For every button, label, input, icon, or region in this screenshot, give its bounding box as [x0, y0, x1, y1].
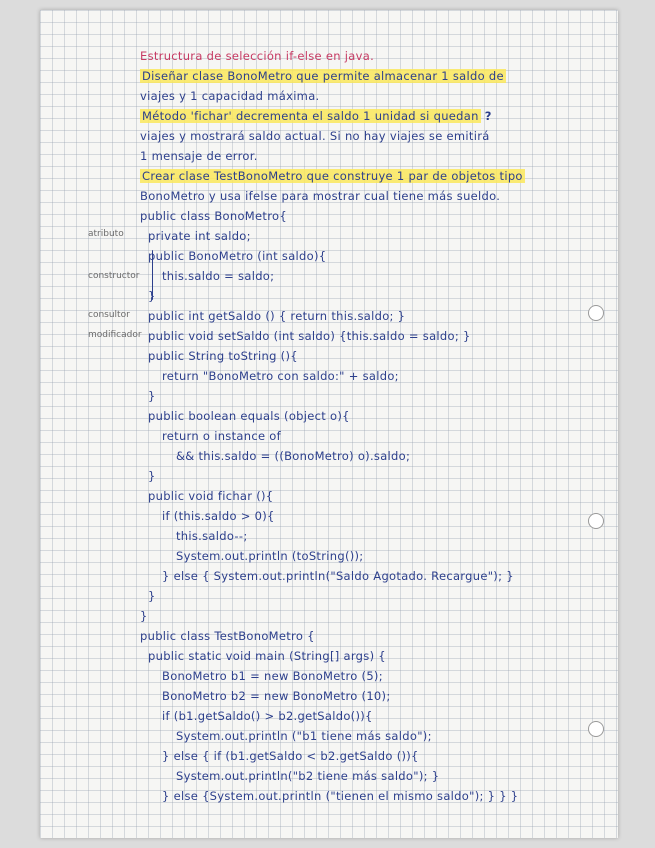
paragraph-line: BonoMetro y usa ifelse para mostrar cual tiene más sueldo.: [140, 189, 501, 203]
code-line: public BonoMetro (int saldo){: [148, 249, 327, 263]
paragraph-line: viajes y mostrará saldo actual. Si no hay viajes se emitirá: [140, 129, 490, 143]
code-line: }: [148, 289, 156, 303]
code-line: } else { System.out.println("Saldo Agotado. Recargue"); }: [162, 569, 514, 583]
code-line: return o instance of: [162, 429, 281, 443]
code-line: BonoMetro b1 = new BonoMetro (5);: [162, 669, 383, 683]
code-line: } else {System.out.println ("tienen el mismo saldo"); } } }: [162, 789, 519, 803]
code-line: public static void main (String[] args) {: [148, 649, 386, 663]
page-title: Estructura de selección if-else en java.: [140, 49, 375, 63]
notebook-page: [40, 10, 618, 838]
code-line: BonoMetro b2 = new BonoMetro (10);: [162, 689, 391, 703]
code-line: public class BonoMetro{: [140, 209, 287, 223]
margin-label-atributo: atributo: [88, 229, 124, 239]
question-mark-icon: ?: [484, 109, 492, 123]
margin-label-constructor: constructor: [88, 271, 140, 281]
code-line: }: [148, 469, 156, 483]
code-line: public String toString (){: [148, 349, 298, 363]
code-line: this.saldo = saldo;: [162, 269, 275, 283]
code-line: System.out.println (toString());: [176, 549, 364, 563]
code-line: this.saldo--;: [176, 529, 248, 543]
code-line: if (b1.getSaldo() > b2.getSaldo()){: [162, 709, 373, 723]
code-line: public boolean equals (object o){: [148, 409, 350, 423]
code-line: public void fichar (){: [148, 489, 274, 503]
code-line: }: [148, 389, 156, 403]
paragraph-line: Crear clase TestBonoMetro que construye 1 par de objetos tipo: [142, 169, 523, 183]
code-line: }: [140, 609, 148, 623]
code-line: if (this.saldo > 0){: [162, 509, 275, 523]
paragraph-line: viajes y 1 capacidad máxima.: [140, 89, 320, 103]
code-line: System.out.println("b2 tiene más saldo"); }: [176, 769, 440, 783]
code-line: }: [148, 589, 156, 603]
handwritten-notes: [140, 46, 610, 806]
paragraph-line: 1 mensaje de error.: [140, 149, 258, 163]
paragraph-line: Diseñar clase BonoMetro que permite almacenar 1 saldo de: [142, 69, 504, 83]
code-line: System.out.println ("b1 tiene más saldo");: [176, 729, 432, 743]
code-line: private int saldo;: [148, 229, 251, 243]
code-line: public void setSaldo (int saldo) {this.saldo = saldo; }: [148, 329, 471, 343]
margin-label-consultor: consultor: [88, 310, 130, 320]
code-line: return "BonoMetro con saldo:" + saldo;: [162, 369, 399, 383]
code-line: && this.saldo = ((BonoMetro) o).saldo;: [176, 449, 411, 463]
paragraph-line: Método 'fichar' decrementa el saldo 1 unidad si quedan ?: [142, 109, 492, 123]
margin-label-modificador: modificador: [88, 330, 142, 340]
code-line: public int getSaldo () { return this.saldo; }: [148, 309, 406, 323]
code-line: } else { if (b1.getSaldo < b2.getSaldo ()){: [162, 749, 419, 763]
code-line: public class TestBonoMetro {: [140, 629, 315, 643]
